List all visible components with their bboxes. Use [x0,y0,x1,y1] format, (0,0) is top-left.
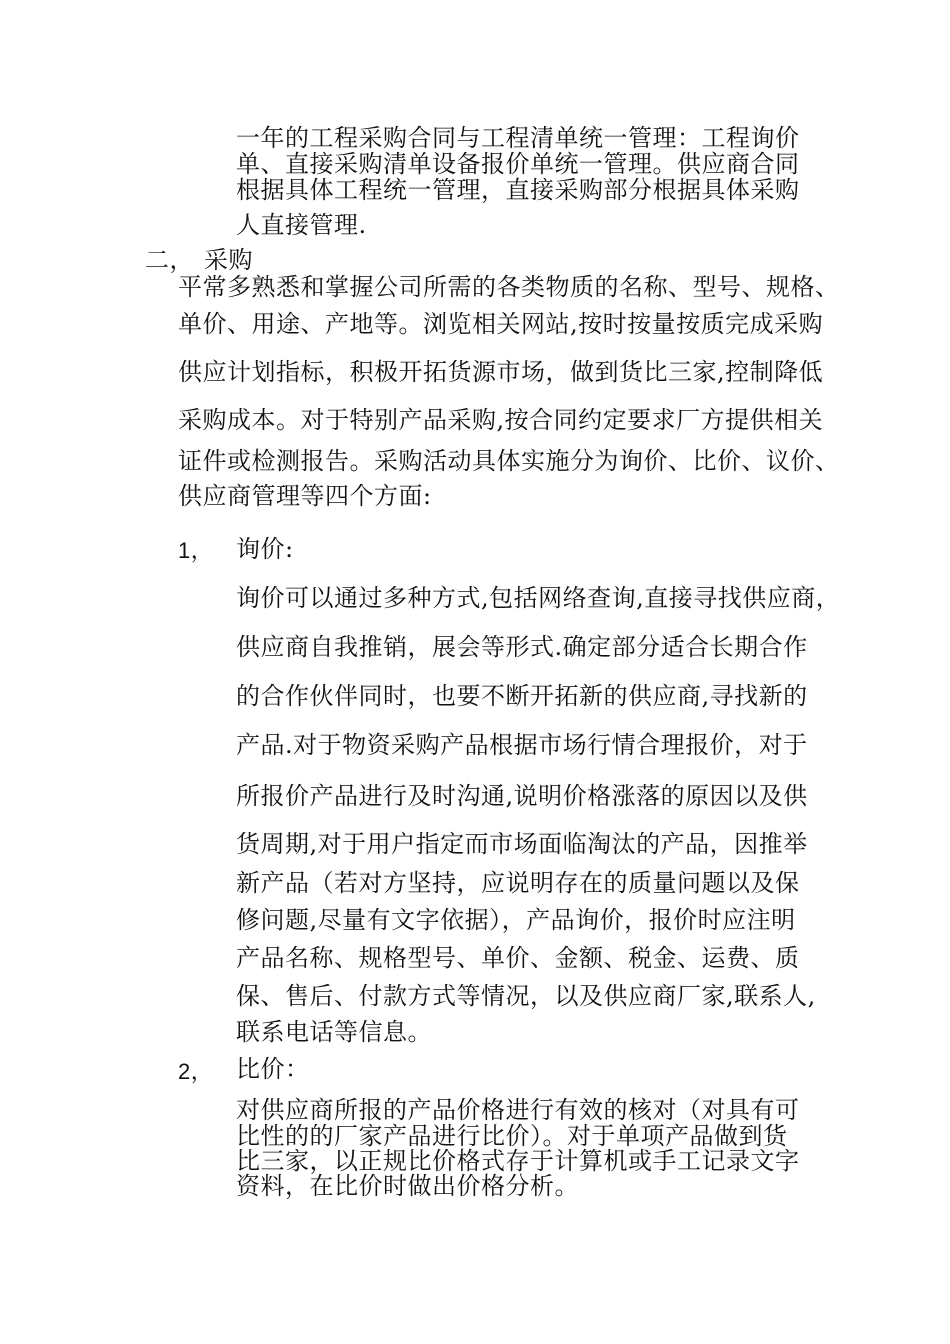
section-line-1: 平常多熟悉和掌握公司所需的各类物质的名称、型号、规格、 [178,273,840,301]
intro-line-1: 一年的工程采购合同与工程清单统一管理：工程询价 [236,124,800,152]
item-2-line-2: 比性的的厂家产品进行比价）。对于单项产品做到货 [236,1122,788,1150]
item-1-line-6: 货周期,对于用户指定而市场面临淘汰的产品，因推举 [236,830,808,858]
section-line-4: 采购成本。对于特别产品采购,按合同约定要求厂方提供相关 [178,406,824,434]
section-number: 二， [145,246,194,274]
intro-line-4: 人直接管理. [236,211,367,239]
section-line-5: 证件或检测报告。采购活动具体实施分为询价、比价、议价、 [178,447,840,475]
section-line-6: 供应商管理等四个方面: [178,482,432,510]
item-2-line-1: 对供应商所报的产品价格进行有效的核对（对具有可 [236,1096,800,1124]
section-title: 采购 [204,246,253,274]
section-line-3: 供应计划指标，积极开拓货源市场，做到货比三家,控制降低 [178,358,824,386]
item-1-line-1: 询价可以通过多种方式,包括网络查询,直接寻找供应商， [236,584,841,612]
item-1-line-5: 所报价产品进行及时沟通,说明价格涨落的原因以及供 [236,782,808,810]
item-2-title: 比价： [236,1055,310,1083]
item-1-number: 1， [178,538,214,563]
intro-line-2: 单、直接采购清单设备报价单统一管理。供应商合同 [236,150,800,178]
item-1-line-9: 产品名称、规格型号、单价、金额、税金、运费、质 [236,944,800,972]
item-1-line-3: 的合作伙伴同时，也要不断开拓新的供应商,寻找新的 [236,682,808,710]
item-1-line-11: 联系电话等信息。 [236,1018,432,1046]
item-1-line-10: 保、售后、付款方式等情况，以及供应商厂家,联系人, [236,982,816,1010]
item-1-line-4: 产品.对于物资采购产品根据市场行情合理报价，对于 [236,731,808,759]
item-2-line-4: 资料，在比价时做出价格分析。 [236,1172,579,1200]
item-1-line-7: 新产品（若对方坚持，应说明存在的质量问题以及保 [236,869,800,897]
item-2-line-3: 比三家，以正规比价格式存于计算机或手工记录文字 [236,1147,800,1175]
item-1-line-2: 供应商自我推销，展会等形式.确定部分适合长期合作 [236,633,808,661]
intro-line-3: 根据具体工程统一管理，直接采购部分根据具体采购 [236,176,800,204]
item-1-line-8: 修问题,尽量有文字依据），产品询价，报价时应注明 [236,906,796,934]
section-line-2: 单价、用途、产地等。浏览相关网站,按时按量按质完成采购 [178,310,824,338]
item-2-number: 2， [178,1059,214,1084]
item-1-title: 询价: [236,535,294,563]
